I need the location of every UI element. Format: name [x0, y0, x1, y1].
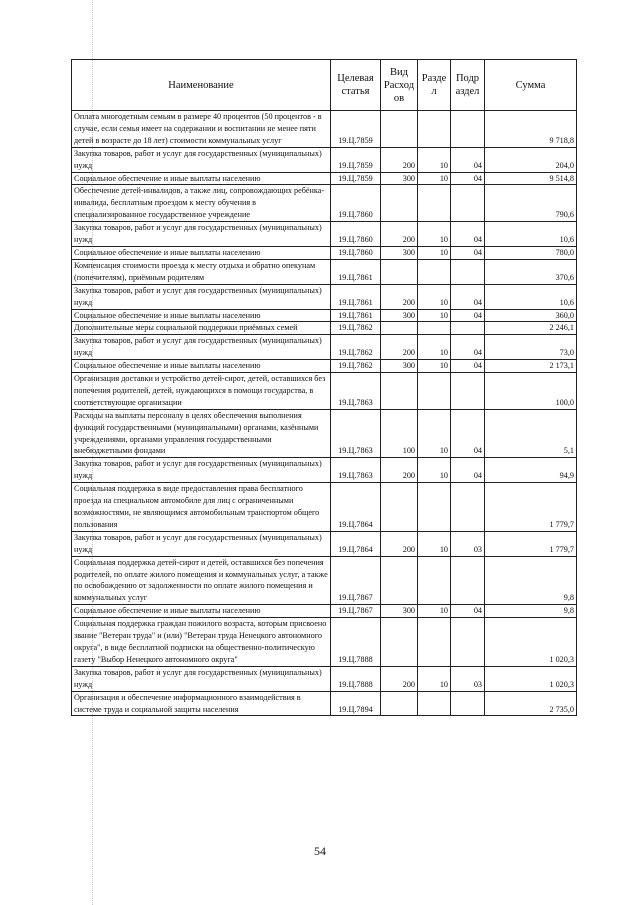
cell-expense-type [381, 322, 418, 335]
cell-name: Закупка товаров, работ и услуг для государственных (муниципальных) нужд [72, 666, 331, 691]
cell-expense-type: 100 [381, 409, 418, 458]
cell-expense-type [381, 259, 418, 284]
cell-expense-type: 200 [381, 458, 418, 483]
cell-section: 10 [418, 409, 451, 458]
cell-section [418, 373, 451, 410]
cell-section: 10 [418, 360, 451, 373]
cell-expense-type: 300 [381, 605, 418, 618]
cell-section [418, 185, 451, 222]
cell-expense-type: 300 [381, 309, 418, 322]
cell-amount: 1 779,7 [485, 531, 577, 556]
cell-name: Закупка товаров, работ и услуг для государственных (муниципальных) нужд [72, 335, 331, 360]
cell-expense-type [381, 691, 418, 716]
cell-name: Социальное обеспечение и иные выплаты населению [72, 360, 331, 373]
cell-subsection [451, 185, 485, 222]
cell-target: 19.Ц.7862 [331, 360, 381, 373]
cell-section [418, 111, 451, 148]
cell-subsection [451, 373, 485, 410]
cell-subsection: 04 [451, 605, 485, 618]
cell-section: 10 [418, 531, 451, 556]
cell-subsection: 03 [451, 531, 485, 556]
cell-target: 19.Ц.7860 [331, 185, 381, 222]
cell-amount: 9 514,8 [485, 172, 577, 185]
cell-amount: 10,6 [485, 284, 577, 309]
cell-name: Социальное обеспечение и иные выплаты населению [72, 172, 331, 185]
cell-target: 19.Ц.7861 [331, 284, 381, 309]
header-subsection: Подр аздел [451, 60, 485, 111]
cell-expense-type [381, 556, 418, 605]
table-row [72, 360, 577, 373]
table-row [72, 172, 577, 185]
cell-target: 19.Ц.7860 [331, 222, 381, 247]
cell-target: 19.Ц.7867 [331, 605, 381, 618]
cell-subsection [451, 111, 485, 148]
cell-name: Оплата многодетным семьям в размере 40 процентов (50 процентов - в случае, если семья имеет на содержании и воспитании не менее пяти детей в возрасте до 18 лет) стоимости коммунальных услуг [72, 111, 331, 148]
cell-target: 19.Ц.7864 [331, 483, 381, 532]
cell-section [418, 259, 451, 284]
cell-expense-type [381, 111, 418, 148]
cell-section [418, 691, 451, 716]
cell-target: 19.Ц.7867 [331, 556, 381, 605]
cell-section: 10 [418, 172, 451, 185]
cell-section [418, 618, 451, 667]
table-row [72, 322, 577, 335]
cell-target: 19.Ц.7864 [331, 531, 381, 556]
table-row [72, 666, 577, 691]
cell-name: Социальная поддержка детей-сирот и детей, оставшихся без попечения родителей, по оплате жилого помещения и коммунальных услуг, а также по освобождению от задолженности по оплате жилого помещения и коммунальных услуг [72, 556, 331, 605]
table-row [72, 335, 577, 360]
table-row [72, 556, 577, 605]
cell-subsection [451, 691, 485, 716]
cell-section: 10 [418, 335, 451, 360]
cell-name: Организация и обеспечение информационного взаимодействия в системе труда и социальной защиты населения [72, 691, 331, 716]
table-row [72, 111, 577, 148]
table-row [72, 246, 577, 259]
table-row [72, 185, 577, 222]
cell-name: Закупка товаров, работ и услуг для государственных (муниципальных) нужд [72, 147, 331, 172]
cell-amount: 2 735,0 [485, 691, 577, 716]
table-row [72, 284, 577, 309]
cell-name: Компенсация стоимости проезда к месту отдыха и обратно опекунам (попечителям), приёмным родителям [72, 259, 331, 284]
cell-amount: 2 246,1 [485, 322, 577, 335]
cell-subsection: 04 [451, 335, 485, 360]
header-row [72, 60, 577, 111]
table-row [72, 259, 577, 284]
cell-target: 19.Ц.7863 [331, 409, 381, 458]
cell-expense-type: 200 [381, 222, 418, 247]
cell-target: 19.Ц.7859 [331, 111, 381, 148]
cell-expense-type: 300 [381, 246, 418, 259]
cell-section: 10 [418, 284, 451, 309]
cell-subsection: 04 [451, 284, 485, 309]
header-expense-type: Вид Расход ов [381, 60, 418, 111]
cell-target: 19.Ц.7863 [331, 458, 381, 483]
cell-amount: 1 779,7 [485, 483, 577, 532]
cell-expense-type: 200 [381, 335, 418, 360]
cell-target: 19.Ц.7894 [331, 691, 381, 716]
cell-name: Закупка товаров, работ и услуг для государственных (муниципальных) нужд [72, 531, 331, 556]
cell-subsection [451, 483, 485, 532]
cell-amount: 360,0 [485, 309, 577, 322]
table-row [72, 483, 577, 532]
cell-amount: 204,0 [485, 147, 577, 172]
cell-expense-type: 300 [381, 360, 418, 373]
cell-amount: 2 173,1 [485, 360, 577, 373]
cell-section: 10 [418, 246, 451, 259]
cell-target: 19.Ц.7888 [331, 618, 381, 667]
cell-amount: 10,6 [485, 222, 577, 247]
cell-expense-type: 200 [381, 666, 418, 691]
cell-amount: 370,6 [485, 259, 577, 284]
cell-expense-type: 200 [381, 284, 418, 309]
cell-subsection: 03 [451, 666, 485, 691]
cell-expense-type [381, 618, 418, 667]
cell-subsection: 04 [451, 309, 485, 322]
cell-name: Социальное обеспечение и иные выплаты населению [72, 246, 331, 259]
cell-amount: 790,6 [485, 185, 577, 222]
cell-amount: 9,8 [485, 556, 577, 605]
cell-subsection: 04 [451, 409, 485, 458]
cell-amount: 5,1 [485, 409, 577, 458]
cell-target: 19.Ц.7888 [331, 666, 381, 691]
cell-section [418, 483, 451, 532]
table-row [72, 458, 577, 483]
cell-section: 10 [418, 458, 451, 483]
cell-name: Социальная поддержка граждан пожилого возраста, которым присвоено звание "Ветеран труда" и (или) "Ветеран труда Ненецкого автономного округа", в виде бесплатной подписки на общественно-политическую газету "Выбор Ненецкого автономного округа" [72, 618, 331, 667]
cell-subsection: 04 [451, 172, 485, 185]
cell-expense-type [381, 483, 418, 532]
cell-name: Закупка товаров, работ и услуг для государственных (муниципальных) нужд [72, 458, 331, 483]
table-row [72, 409, 577, 458]
cell-section: 10 [418, 666, 451, 691]
table-row [72, 309, 577, 322]
cell-target: 19.Ц.7861 [331, 259, 381, 284]
cell-section: 10 [418, 605, 451, 618]
cell-name: Дополнительные меры социальной поддержки приёмных семей [72, 322, 331, 335]
cell-section [418, 556, 451, 605]
cell-subsection [451, 618, 485, 667]
cell-subsection [451, 556, 485, 605]
cell-subsection [451, 259, 485, 284]
cell-amount: 9 718,8 [485, 111, 577, 148]
cell-amount: 100,0 [485, 373, 577, 410]
cell-name: Социальное обеспечение и иные выплаты населению [72, 309, 331, 322]
cell-expense-type [381, 185, 418, 222]
header-target: Целевая статья [331, 60, 381, 111]
header-section: Разде л [418, 60, 451, 111]
cell-subsection: 04 [451, 360, 485, 373]
cell-name: Закупка товаров, работ и услуг для государственных (муниципальных) нужд [72, 284, 331, 309]
cell-target: 19.Ц.7862 [331, 335, 381, 360]
table-row [72, 373, 577, 410]
cell-target: 19.Ц.7859 [331, 172, 381, 185]
table-row [72, 605, 577, 618]
table-row [72, 618, 577, 667]
cell-amount: 9,8 [485, 605, 577, 618]
table-row [72, 691, 577, 716]
cell-target: 19.Ц.7863 [331, 373, 381, 410]
cell-name: Расходы на выплаты персоналу в целях обеспечения выполнения функций государственными (муниципальными) органами, казёнными учреждениями, органами управления государственными внебюджетными фондами [72, 409, 331, 458]
cell-amount: 73,0 [485, 335, 577, 360]
table-row [72, 147, 577, 172]
cell-expense-type: 200 [381, 147, 418, 172]
header-name: Наименование [72, 60, 331, 111]
table-row [72, 531, 577, 556]
cell-target: 19.Ц.7862 [331, 322, 381, 335]
table-row [72, 222, 577, 247]
cell-section [418, 322, 451, 335]
cell-amount: 1 020,3 [485, 618, 577, 667]
cell-section: 10 [418, 222, 451, 247]
cell-amount: 94,9 [485, 458, 577, 483]
budget-table [71, 59, 577, 716]
cell-section: 10 [418, 309, 451, 322]
cell-amount: 1 020,3 [485, 666, 577, 691]
cell-target: 19.Ц.7860 [331, 246, 381, 259]
cell-expense-type: 200 [381, 531, 418, 556]
table-header [72, 60, 577, 111]
cell-name: Социальная поддержка в виде предоставления права бесплатного проезда на специальном автомобиле для лиц с ограниченными возможностями, не являющимся автомобильным транспортом общего пользования [72, 483, 331, 532]
cell-subsection: 04 [451, 222, 485, 247]
table-body [72, 111, 577, 716]
page-number: 54 [314, 844, 326, 858]
cell-subsection: 04 [451, 246, 485, 259]
cell-expense-type: 300 [381, 172, 418, 185]
cell-expense-type [381, 373, 418, 410]
cell-target: 19.Ц.7861 [331, 309, 381, 322]
cell-subsection: 04 [451, 458, 485, 483]
cell-subsection [451, 322, 485, 335]
cell-amount: 780,0 [485, 246, 577, 259]
cell-name: Организация доставки и устройство детей-сирот, детей, оставшихся без попечения родителей, детей, нуждающихся в помощи государства, в соответствующие организации [72, 373, 331, 410]
cell-name: Обеспечение детей-инвалидов, а также лиц, сопровождающих ребёнка-инвалида, бесплатным проездом к месту обучения в специализированное государственное учреждение [72, 185, 331, 222]
cell-name: Социальное обеспечение и иные выплаты населению [72, 605, 331, 618]
cell-subsection: 04 [451, 147, 485, 172]
cell-target: 19.Ц.7859 [331, 147, 381, 172]
cell-name: Закупка товаров, работ и услуг для государственных (муниципальных) нужд [72, 222, 331, 247]
header-amount: Сумма [485, 60, 577, 111]
cell-section: 10 [418, 147, 451, 172]
